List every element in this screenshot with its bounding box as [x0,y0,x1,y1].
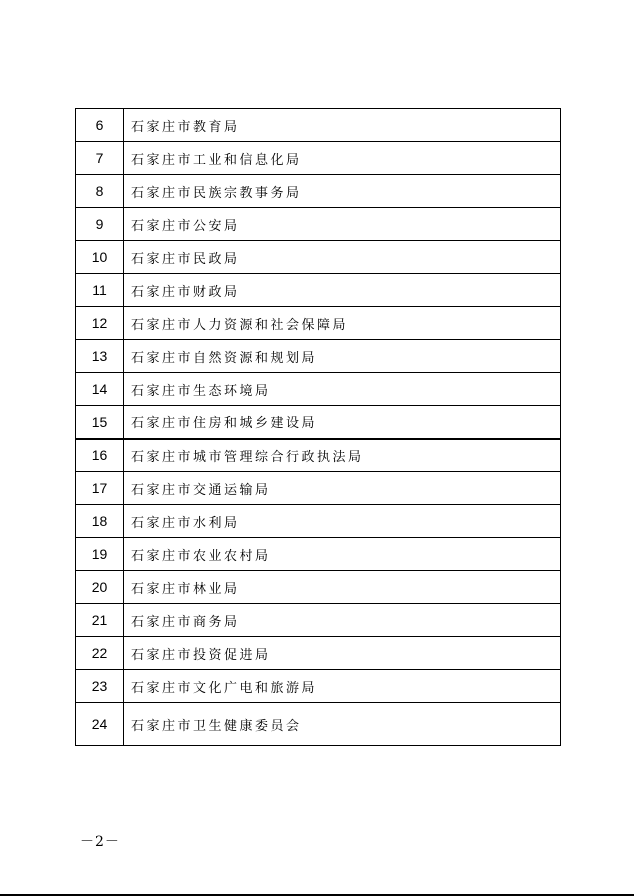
agency-name: 石家庄市文化广电和旅游局 [124,670,561,703]
table-row [76,439,561,472]
table-row [76,274,561,307]
agency-name: 石家庄市财政局 [124,274,561,307]
row-number: 9 [76,208,124,241]
table-row [76,406,561,439]
row-number: 6 [76,109,124,142]
agency-name: 石家庄市商务局 [124,604,561,637]
table-row [76,505,561,538]
agency-name: 石家庄市人力资源和社会保障局 [124,307,561,340]
table-row [76,637,561,670]
agency-name: 石家庄市林业局 [124,571,561,604]
row-number: 24 [76,703,124,746]
agency-name: 石家庄市民族宗教事务局 [124,175,561,208]
row-number: 22 [76,637,124,670]
agency-name: 石家庄市自然资源和规划局 [124,340,561,373]
table-row [76,703,561,746]
row-number: 20 [76,571,124,604]
row-number: 10 [76,241,124,274]
row-number: 17 [76,472,124,505]
agency-name: 石家庄市民政局 [124,241,561,274]
agency-name: 石家庄市工业和信息化局 [124,142,561,175]
row-number: 19 [76,538,124,571]
table-row [76,571,561,604]
table-row [76,604,561,637]
table-row [76,373,561,406]
agency-name: 石家庄市生态环境局 [124,373,561,406]
table-row [76,208,561,241]
row-number: 8 [76,175,124,208]
row-number: 15 [76,406,124,439]
table-row [76,142,561,175]
row-number: 16 [76,439,124,472]
agency-name: 石家庄市公安局 [124,208,561,241]
row-number: 12 [76,307,124,340]
table-row [76,670,561,703]
agency-name: 石家庄市投资促进局 [124,637,561,670]
table-row [76,175,561,208]
row-number: 23 [76,670,124,703]
row-number: 18 [76,505,124,538]
page-number: －2－ [80,834,120,850]
table-row [76,307,561,340]
table-row [76,241,561,274]
row-number: 13 [76,340,124,373]
row-number: 7 [76,142,124,175]
agency-name: 石家庄市住房和城乡建设局 [124,406,561,439]
table-row [76,109,561,142]
agency-name: 石家庄市水利局 [124,505,561,538]
agency-name: 石家庄市城市管理综合行政执法局 [124,439,561,472]
agency-name: 石家庄市农业农村局 [124,538,561,571]
table-row [76,472,561,505]
row-number: 14 [76,373,124,406]
agency-table [75,108,561,746]
agency-name: 石家庄市教育局 [124,109,561,142]
row-number: 11 [76,274,124,307]
table-row [76,538,561,571]
agency-name: 石家庄市卫生健康委员会 [124,703,561,746]
table-row [76,340,561,373]
row-number: 21 [76,604,124,637]
agency-name: 石家庄市交通运输局 [124,472,561,505]
